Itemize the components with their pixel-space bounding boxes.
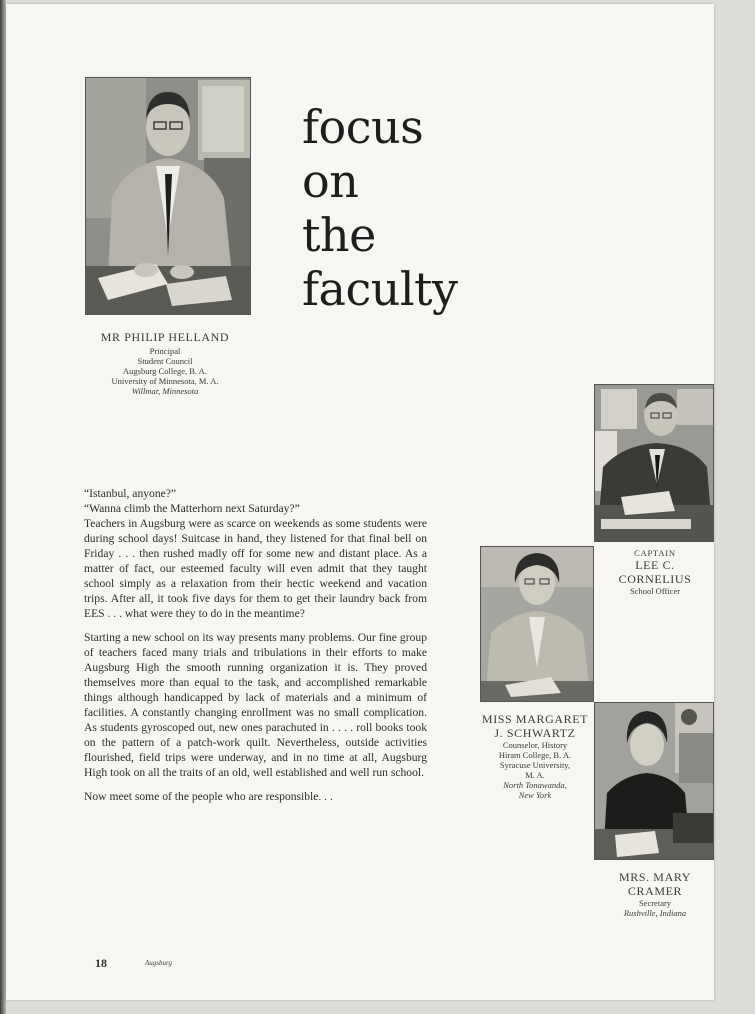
- schwartz-photo: [480, 546, 594, 702]
- article-quote: “Wanna climb the Matterhorn next Saturday?”: [84, 502, 300, 515]
- title-line: on: [302, 154, 359, 208]
- caption-line: Secretary: [638, 898, 672, 908]
- principal-caption: [90, 330, 240, 396]
- article-paragraph: Starting a new school on its way presents many problems. Our fine group of teachers faced many trials and tribulations in their efforts to make Augsburg High the smooth running organization it is. They proved themselves more than equal to the task, and accomplished remarkable things although handicapped by lack of materials and a minimum of facilities. A constantly changing enrollment was no small complication. As students gyroscoped out, new ones parachuted in . . . . roll books took on the pattern of a patch-work quilt. Nevertheless, outside activities flourished, field trips were underway, and in no time at all, Augsburg High took on all the traits of an old, well established and well run school.: [84, 631, 427, 779]
- caption-line: University of Minnesota, M. A.: [111, 376, 219, 386]
- cramer-name: MRS. MARY: [618, 870, 692, 884]
- cramer-photo: [594, 702, 714, 860]
- caption-line: Principal: [149, 346, 181, 356]
- article-paragraph: Now meet some of the people who are responsible. . .: [84, 790, 333, 803]
- caption-line: Augsburg College, B. A.: [123, 366, 207, 376]
- caption-hometown: New York: [518, 790, 552, 800]
- article-quote: “Istanbul, anyone?”: [84, 487, 177, 500]
- caption-line: M. A.: [525, 770, 545, 780]
- cornelius-name: CORNELIUS: [618, 572, 692, 586]
- schwartz-name: J. SCHWARTZ: [494, 726, 576, 740]
- caption-hometown: North Tonawanda,: [503, 780, 567, 790]
- footer-publication: Augsburg: [145, 959, 172, 967]
- caption-line: Syracuse University,: [499, 760, 571, 770]
- caption-line: Counselor, History: [502, 740, 568, 750]
- schwartz-name: MISS MARGARET: [481, 712, 589, 726]
- title-line: faculty: [302, 262, 458, 316]
- cornelius-name: LEE C.: [635, 558, 675, 572]
- caption-hometown: Rushville, Indiana: [623, 908, 687, 918]
- title-line: focus: [302, 100, 424, 154]
- cramer-caption: [594, 870, 716, 918]
- caption-line: Student Council: [137, 356, 193, 366]
- principal-name: MR PHILIP HELLAND: [100, 330, 230, 344]
- page-title: [302, 100, 458, 316]
- caption-rank: CAPTAIN: [634, 548, 676, 558]
- article-body: [84, 486, 427, 813]
- cornelius-caption: [594, 548, 716, 596]
- caption-line: Hiram College, B. A.: [498, 750, 572, 760]
- article-paragraph: Teachers in Augsburg were as scarce on weekends as some students were during school days! Suitcase in hand, they listened for that final bell on Friday . . . then rushed madly off for some new and distant place. As a matter of fact, our esteemed faculty will even admit that they taught school simply as a relaxation from their hectic weekend and vacation trips. After all, it took five days for them to get their laundry back from EES . . . what were they to do in the meantime?: [84, 517, 427, 620]
- cornelius-photo: [594, 384, 714, 542]
- cramer-name: CRAMER: [627, 884, 683, 898]
- title-line: the: [302, 208, 376, 262]
- page-number: 18: [95, 956, 107, 970]
- principal-photo: [85, 77, 251, 315]
- caption-hometown: Willmar, Minnesota: [131, 386, 199, 396]
- caption-line: School Officer: [629, 586, 681, 596]
- schwartz-caption: [470, 712, 600, 800]
